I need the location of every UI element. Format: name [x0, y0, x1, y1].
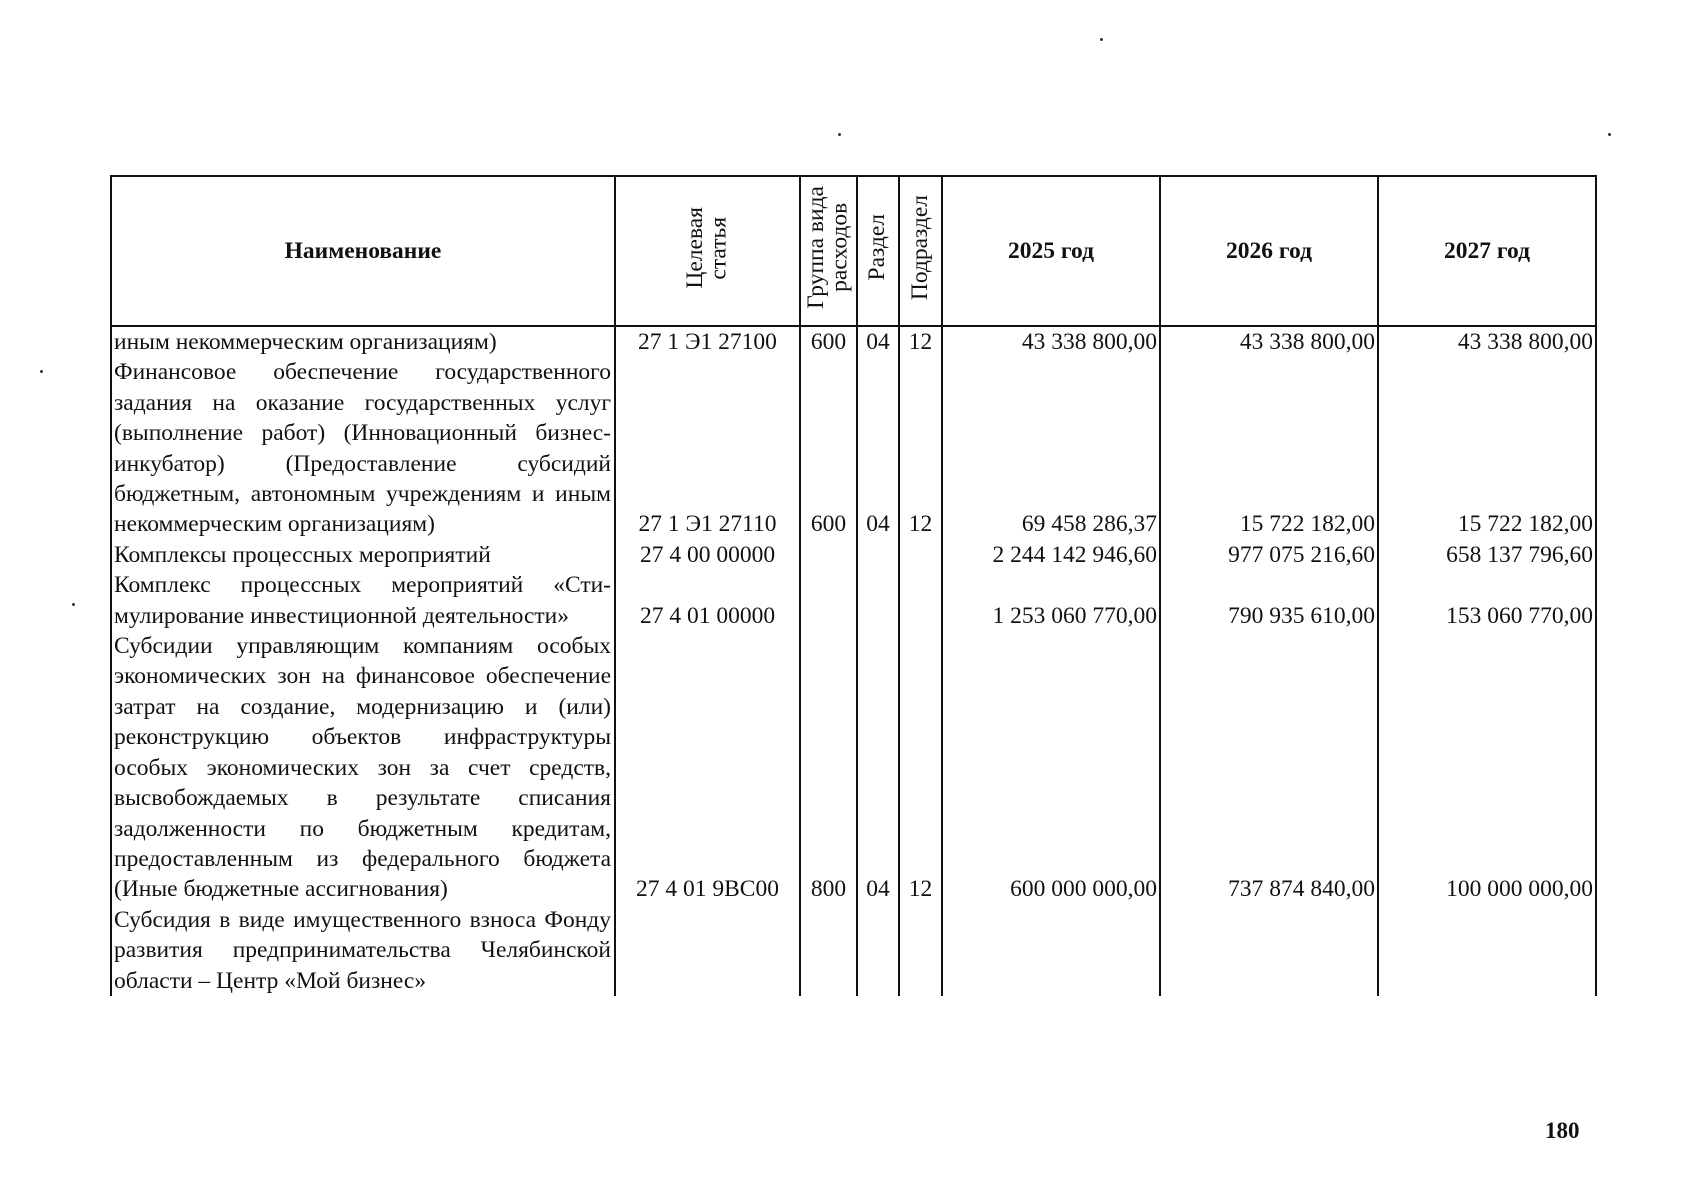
row-code: 27 1 Э1 27100 [615, 326, 800, 357]
row-2027 [1378, 905, 1596, 996]
header-group-label: Группа вида расходов [803, 186, 853, 309]
row-section [857, 570, 899, 631]
row-2026: 977 075 216,60 [1160, 540, 1378, 570]
row-2025: 600 000 000,00 [942, 631, 1160, 905]
row-2027: 153 060 770,00 [1378, 570, 1596, 631]
row-2026: 15 722 182,00 [1160, 357, 1378, 539]
header-group [800, 176, 857, 326]
row-group [800, 540, 857, 570]
table-header-row [111, 176, 1596, 326]
header-section-label: Раздел [864, 214, 891, 281]
table-row [111, 326, 1596, 357]
header-code [615, 176, 800, 326]
row-group: 800 [800, 631, 857, 905]
row-2025: 69 458 286,37 [942, 357, 1160, 539]
header-subsection [899, 176, 942, 326]
row-2025 [942, 905, 1160, 996]
row-subsection [899, 540, 942, 570]
row-group: 600 [800, 357, 857, 539]
row-2026: 737 874 840,00 [1160, 631, 1378, 905]
header-name: Наименование [111, 176, 615, 326]
row-name: Комплекс процессных мероприятий «Стимулирование инвестиционной деятельности» [111, 570, 615, 631]
row-name: Субсидии управляющим компаниям особых экономических зон на финансовое обеспечение затрат на создание, модернизацию и (или) реконструкцию объектов инфраструктуры особых экономических зон за счет средств, высвобождаемых в результате списания задолженности по бюджетным кредитам, предоставленным из федерального бюджета (Иные бюджетные ассигнования) [111, 631, 615, 905]
row-2027: 658 137 796,60 [1378, 540, 1596, 570]
table-row [111, 631, 1596, 905]
row-section [857, 540, 899, 570]
row-name: Субсидия в виде имущественного взноса Фонду развития предпринимательства Челябинской области – Центр «Мой бизнес» [111, 905, 615, 996]
row-2027: 15 722 182,00 [1378, 357, 1596, 539]
scan-speck [72, 603, 75, 606]
row-2026: 43 338 800,00 [1160, 326, 1378, 357]
row-subsection: 12 [899, 631, 942, 905]
row-2026 [1160, 905, 1378, 996]
row-code: 27 4 00 00000 [615, 540, 800, 570]
row-2025: 2 244 142 946,60 [942, 540, 1160, 570]
table-row [111, 540, 1596, 570]
row-name: Финансовое обеспечение государственного задания на оказание государственных услуг (выполнение работ) (Инновационный бизнес-инкубатор) (Предоставление субсидий бюджетным, автономным учреждениям и иным некоммерческим организациям) [111, 357, 615, 539]
row-subsection [899, 570, 942, 631]
row-subsection: 12 [899, 326, 942, 357]
table-row [111, 905, 1596, 996]
row-section: 04 [857, 326, 899, 357]
scan-speck [1608, 133, 1611, 136]
scan-speck [838, 133, 841, 136]
header-section [857, 176, 899, 326]
table-row [111, 357, 1596, 539]
scan-speck [40, 370, 43, 373]
scan-speck [1100, 38, 1103, 41]
row-name: иным некоммерческим организациям) [111, 326, 615, 357]
budget-table [110, 175, 1597, 996]
row-section [857, 905, 899, 996]
header-code-label: Целевая статья [682, 206, 732, 289]
row-group [800, 905, 857, 996]
row-subsection [899, 905, 942, 996]
row-code: 27 1 Э1 27110 [615, 357, 800, 539]
row-code: 27 4 01 9ВС00 [615, 631, 800, 905]
row-2025: 43 338 800,00 [942, 326, 1160, 357]
row-group: 600 [800, 326, 857, 357]
page-number: 180 [1545, 1118, 1580, 1143]
row-code: 27 4 01 00000 [615, 570, 800, 631]
row-subsection: 12 [899, 357, 942, 539]
row-name: Комплексы процессных мероприятий [111, 540, 615, 570]
header-2026: 2026 год [1160, 176, 1378, 326]
row-2027: 43 338 800,00 [1378, 326, 1596, 357]
row-2026: 790 935 610,00 [1160, 570, 1378, 631]
header-2027: 2027 год [1378, 176, 1596, 326]
header-2025: 2025 год [942, 176, 1160, 326]
header-subsection-label: Подраздел [906, 194, 933, 301]
row-section: 04 [857, 631, 899, 905]
row-group [800, 570, 857, 631]
row-code [615, 905, 800, 996]
budget-table-sheet [110, 175, 1595, 1093]
table-row [111, 570, 1596, 631]
row-section: 04 [857, 357, 899, 539]
row-2027: 100 000 000,00 [1378, 631, 1596, 905]
row-2025: 1 253 060 770,00 [942, 570, 1160, 631]
